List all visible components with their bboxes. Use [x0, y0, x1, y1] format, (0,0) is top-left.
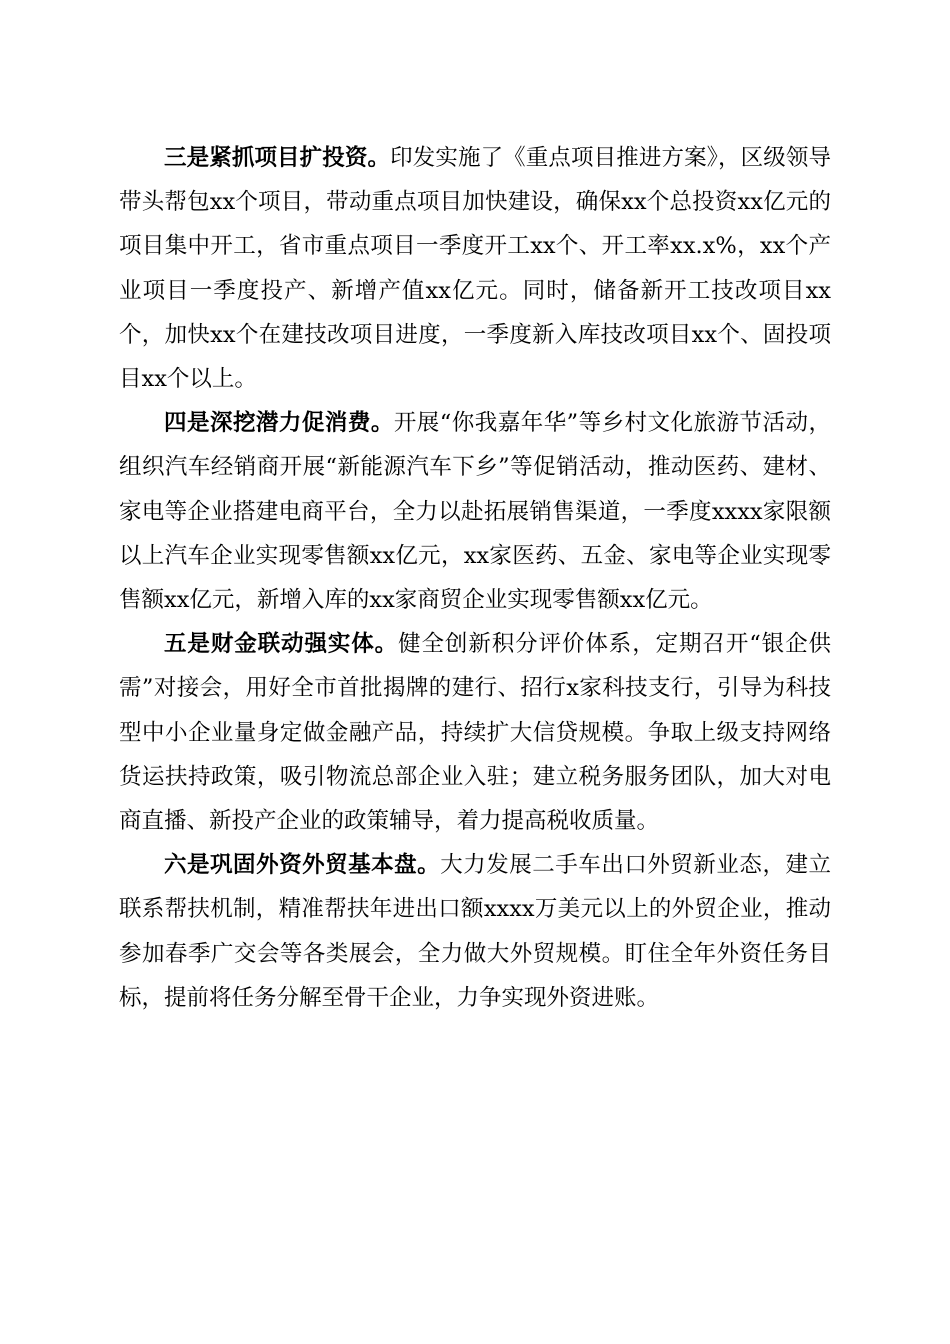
- paragraph-foreign-trade: [119, 843, 831, 1020]
- paragraph-consumption: [119, 401, 831, 622]
- paragraph-body: 印发实施了《重点项目推进方案》，区级领导带头帮包xx个项目，带动重点项目加快建设，确保xx个总投资xx亿元的项目集中开工，省市重点项目一季度开工xx个、开工率xx.x%，xx个产业项目一季度投产、新增产值xx亿元。同时，储备新开工技改项目xx个，加快xx个在建技改项目进度，一季度新入库技改项目xx个、固投项目xx个以上。: [119, 145, 831, 393]
- paragraph-project-investment: [119, 136, 831, 401]
- paragraph-body: 大力发展二手车出口外贸新业态，建立联系帮扶机制，精准帮扶年进出口额xxxx万美元以上的外贸企业，推动参加春季广交会等各类展会，全力做大外贸规模。盯住全年外资任务目标，提前将任务分解至骨干企业，力争实现外资进账。: [119, 852, 831, 1011]
- paragraph-heading: 四是深挖潜力促消费。: [164, 410, 394, 437]
- paragraph-body: 健全创新积分评价体系，定期召开“银企供需”对接会，用好全市首批揭牌的建行、招行x家科技支行，引导为科技型中小企业量身定做金融产品，持续扩大信贷规模。争取上级支持网络货运扶持政策，吸引物流总部企业入驻；建立税务服务团队，加大对电商直播、新投产企业的政策辅导，着力提高税收质量。: [119, 631, 831, 835]
- paragraph-finance: [119, 622, 831, 843]
- paragraph-heading: 六是巩固外资外贸基本盘。: [164, 852, 441, 879]
- document-page: [119, 136, 831, 1020]
- paragraph-heading: 五是财金联动强实体。: [164, 631, 399, 658]
- paragraph-body: 开展“你我嘉年华”等乡村文化旅游节活动，组织汽车经销商开展“新能源汽车下乡”等促销活动，推动医药、建材、家电等企业搭建电商平台，全力以赴拓展销售渠道，一季度xxxx家限额以上汽车企业实现零售额xx亿元，xx家医药、五金、家电等企业实现零售额xx亿元，新增入库的xx家商贸企业实现零售额xx亿元。: [119, 410, 831, 614]
- paragraph-heading: 三是紧抓项目扩投资。: [164, 145, 391, 171]
